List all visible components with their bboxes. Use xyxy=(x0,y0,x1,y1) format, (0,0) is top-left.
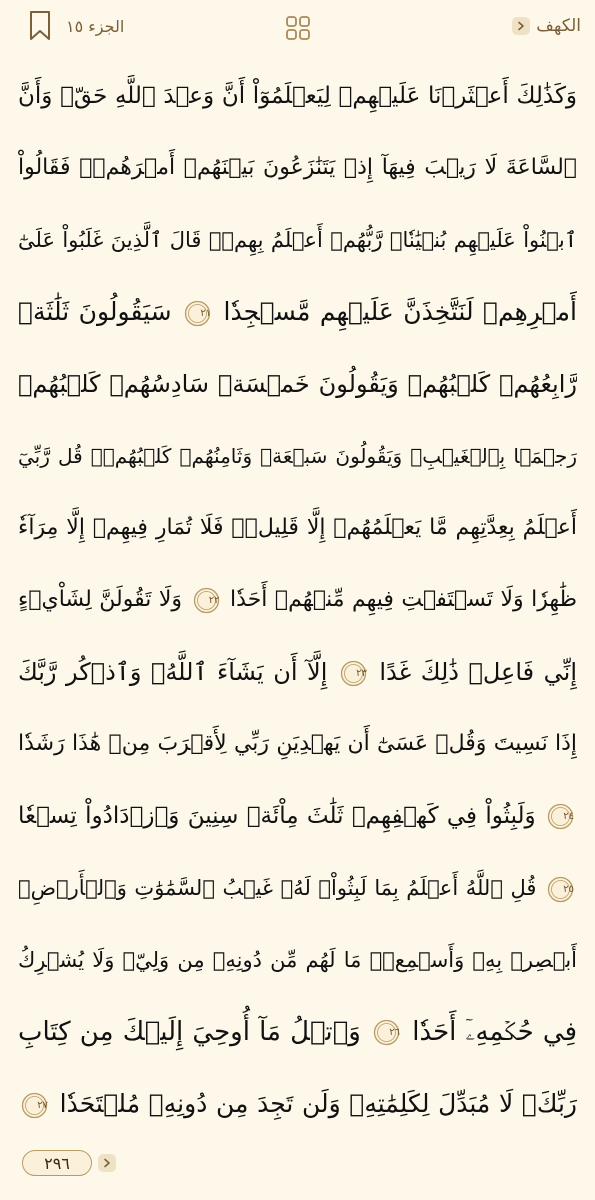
verse-text: وَلَبِثُواْ فِي كَهۡفِهِمۡ ثَلَٰثَ مِاْئَةٖ سِنِينَ وَٱزۡدَادُواْ تِسۡعٗا xyxy=(18,803,536,829)
chevron-right-icon[interactable] xyxy=(98,1154,116,1172)
ayah-number-marker[interactable] xyxy=(547,876,574,903)
verse-text: إِذَا نَسِيتَ وَقُلۡ عَسَىٰٓ أَن يَهۡدِيَنِ رَبِّي لِأَقۡرَبَ مِنۡ هَٰذَا رَشَدٗا xyxy=(18,731,577,756)
verse-text: فِي حُكۡمِهِۦٓ أَحَدٗا xyxy=(412,1017,577,1047)
verse-line xyxy=(18,564,577,636)
verse-line xyxy=(18,276,577,348)
bottom-bar xyxy=(0,1140,595,1200)
ayah-number: ٢٣ xyxy=(356,667,367,679)
chevron-right-icon[interactable] xyxy=(512,17,530,35)
ayah-number-marker[interactable] xyxy=(373,1019,400,1046)
verse-text: إِلَّآ أَن يَشَآءَ ٱللَّهُۚ وَٱذۡكُر رَّبَّكَ xyxy=(18,658,328,686)
quran-page-text xyxy=(0,60,595,1140)
verse-text: وَكَذَٰلِكَ أَعۡثَرۡنَا عَلَيۡهِمۡ لِيَعۡلَمُوٓاْ أَنَّ وَعۡدَ ٱللَّهِ حَقّٞ وَأَنَّ xyxy=(18,83,577,109)
verse-line xyxy=(18,996,577,1068)
verse-text: ٱلسَّاعَةَ لَا رَيۡبَ فِيهَآ إِذۡ يَتَنَٰزَعُونَ بَيۡنَهُمۡ أَمۡرَهُمۡۖ فَقَالُواْ xyxy=(18,155,577,180)
surah-name: الكهف xyxy=(536,16,581,36)
verse-line xyxy=(18,1068,577,1140)
verse-text: رَبِّكَۖ لَا مُبَدِّلَ لِكَلِمَٰتِهِۦ وَلَن تَجِدَ مِن دُونِهِۦ مُلۡتَحَدٗا xyxy=(59,1089,577,1118)
verse-text: رَّابِعُهُمۡ كَلۡبُهُمۡ وَيَقُولُونَ خَمۡسَةٞ سَادِسُهُمۡ كَلۡبُهُمۡ xyxy=(18,370,577,398)
verse-text: أَمۡرِهِمۡ لَنَتَّخِذَنَّ عَلَيۡهِم مَّسۡجِدٗا xyxy=(223,297,577,326)
verse-text: ٱبۡنُواْ عَلَيۡهِم بُنۡيَٰنٗاۖ رَّبُّهُمۡ أَعۡلَمُ بِهِمۡۚ قَالَ ٱلَّذِينَ غَلَبُواْ عَلَىٰٓ xyxy=(18,228,577,252)
verse-text: وَلَا تَقُولَنَّ لِشَاْيۡءٍ xyxy=(18,587,183,612)
verse-text: أَعۡلَمُ بِعِدَّتِهِم مَّا يَعۡلَمُهُمۡ إِلَّا قَلِيلٞۗ فَلَا تُمَارِ فِيهِمۡ إِلَّا مِرَآءٗ xyxy=(18,515,577,540)
ayah-number-marker[interactable] xyxy=(547,803,574,830)
verse-line xyxy=(18,708,577,780)
verse-line xyxy=(18,924,577,996)
juz-label: الجزء ١٥ xyxy=(66,16,125,36)
ayah-number-marker[interactable] xyxy=(21,1092,48,1119)
page-number-badge: ٢٩٦ xyxy=(22,1150,92,1176)
verse-text: ظَٰهِرٗا وَلَا تَسۡتَفۡتِ فِيهِم مِّنۡهُمۡ أَحَدٗا xyxy=(230,587,577,612)
verse-line xyxy=(18,420,577,492)
verse-line xyxy=(18,492,577,564)
ayah-number-marker[interactable] xyxy=(193,587,220,614)
surah-selector[interactable] xyxy=(512,12,581,40)
verse-line xyxy=(18,132,577,204)
verse-line xyxy=(18,348,577,420)
verse-line xyxy=(18,60,577,132)
bookmark-icon[interactable] xyxy=(28,10,52,42)
ayah-number-marker[interactable] xyxy=(340,660,367,687)
ayah-number: ٢٢ xyxy=(208,594,220,606)
ayah-number: ٢١ xyxy=(200,307,212,319)
verse-text: أَبۡصِرۡ بِهِۦ وَأَسۡمِعۡۚ مَا لَهُم مِّن دُونِهِۦ مِن وَلِيّٖ وَلَا يُشۡرِكُ xyxy=(18,948,577,972)
top-bar xyxy=(0,0,595,56)
grid-icon[interactable] xyxy=(285,15,311,41)
ayah-number: ٢٤ xyxy=(563,811,574,822)
verse-line xyxy=(18,204,577,276)
verse-line xyxy=(18,636,577,708)
verse-text: وَٱتۡلُ مَآ أُوحِيَ إِلَيۡكَ مِن كِتَابِ xyxy=(18,1017,361,1047)
verse-text: سَيَقُولُونَ ثَلَٰثَةٞ xyxy=(18,297,172,326)
verse-line xyxy=(18,852,577,924)
page-indicator xyxy=(22,1150,116,1176)
juz-indicator xyxy=(28,10,124,42)
verse-text: رَجۡمَۢا بِٱلۡغَيۡبِۖ وَيَقُولُونَ سَبۡعَةٞ وَثَامِنُهُمۡ كَلۡبُهُمۡۚ قُل رَّبِّيٓ xyxy=(18,444,577,468)
verse-line xyxy=(18,780,577,852)
ayah-number: ٢٥ xyxy=(563,883,574,895)
verse-text: قُلِ ٱللَّهُ أَعۡلَمُ بِمَا لَبِثُواْۖ لَهُۥ غَيۡبُ ٱلسَّمَٰوَٰتِ وَٱلۡأَرۡضِۖ xyxy=(18,876,537,900)
verse-text: إِنِّي فَاعِلٞ ذَٰلِكَ غَدًا xyxy=(379,658,577,686)
ayah-number: ٢٦ xyxy=(389,1027,401,1038)
ayah-number: ٢٧ xyxy=(37,1099,48,1111)
ayah-number-marker[interactable] xyxy=(184,300,211,327)
